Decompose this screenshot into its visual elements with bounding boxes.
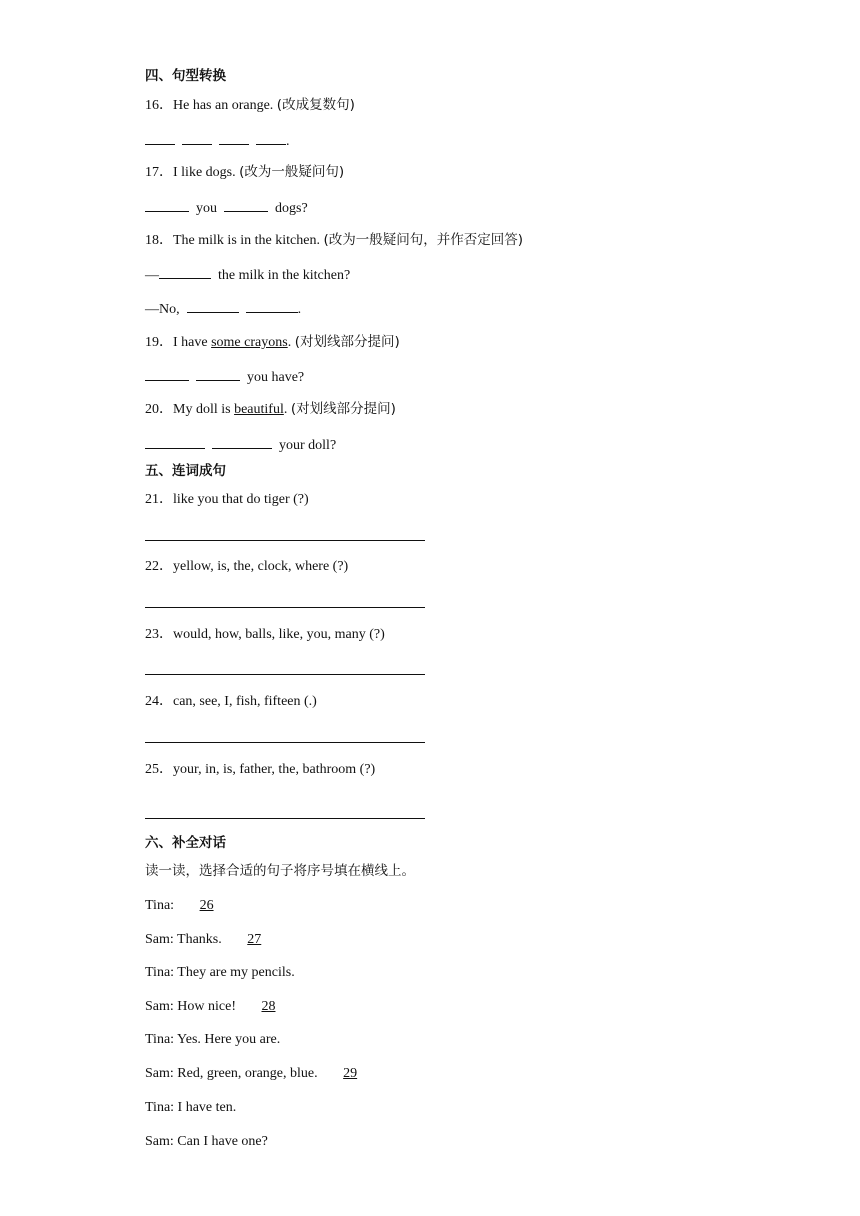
dialogue-line-5: Tina: Yes. Here you are. bbox=[145, 1032, 281, 1047]
question-number: 16． bbox=[145, 98, 173, 113]
question-hint: (对划线部分提问) bbox=[290, 401, 396, 417]
answer-blank[interactable] bbox=[256, 131, 286, 145]
answer-19 bbox=[145, 367, 304, 387]
question-24: 24．can, see, I, fish, fifteen (.) bbox=[145, 694, 317, 709]
question-hint: (改为一般疑问句，并作否定回答) bbox=[323, 232, 524, 248]
answer-blank[interactable] bbox=[145, 435, 205, 449]
answer-17 bbox=[145, 198, 308, 218]
question-text: I have bbox=[173, 335, 212, 350]
question-17 bbox=[145, 163, 344, 182]
answer-word: —No, bbox=[145, 302, 180, 317]
question-text: He has an orange. bbox=[173, 98, 277, 113]
answer-blank[interactable] bbox=[224, 198, 268, 212]
answer-blank[interactable] bbox=[145, 198, 189, 212]
question-text: I like dogs. bbox=[173, 165, 240, 180]
underlined-phrase: some crayons bbox=[211, 335, 288, 350]
question-number: 18． bbox=[145, 233, 173, 248]
answer-blank-29[interactable]: 29 bbox=[343, 1066, 358, 1081]
question-18 bbox=[145, 231, 523, 250]
question-number: 19． bbox=[145, 335, 173, 350]
answer-blank[interactable] bbox=[219, 131, 249, 145]
answer-line[interactable] bbox=[145, 540, 425, 541]
section-4-title: 四、句型转换 bbox=[145, 68, 226, 84]
dash: — bbox=[145, 268, 159, 283]
answer-line[interactable] bbox=[145, 742, 425, 743]
question-hint: (改为一般疑问句) bbox=[239, 164, 345, 180]
question-16 bbox=[145, 96, 355, 115]
question-22: 22．yellow, is, the, clock, where (?) bbox=[145, 559, 349, 574]
question-19 bbox=[145, 333, 400, 352]
answer-18-reply bbox=[145, 299, 301, 319]
question-text: . bbox=[283, 402, 291, 417]
question-20 bbox=[145, 400, 396, 419]
dialogue-line-2 bbox=[145, 931, 283, 949]
dialogue-line-3: Tina: They are my pencils. bbox=[145, 965, 295, 980]
answer-line[interactable] bbox=[145, 818, 425, 819]
answer-blank[interactable] bbox=[145, 367, 189, 381]
question-text: The milk is in the kitchen. bbox=[173, 233, 324, 248]
answer-blank[interactable] bbox=[187, 299, 239, 313]
answer-18-question bbox=[145, 265, 350, 285]
dialogue-text: Tina: bbox=[145, 898, 178, 913]
answer-word: dogs? bbox=[275, 201, 308, 216]
question-21: 21．like you that do tiger (?) bbox=[145, 492, 309, 507]
section-6-title: 六、补全对话 bbox=[145, 835, 226, 851]
dialogue-text: Sam: How nice! bbox=[145, 999, 240, 1014]
answer-blank[interactable] bbox=[145, 131, 175, 145]
dialogue-line-1 bbox=[145, 897, 236, 915]
question-hint: (改成复数句) bbox=[276, 97, 355, 113]
answer-word: your doll? bbox=[279, 438, 337, 453]
answer-blank-28[interactable]: 28 bbox=[261, 999, 276, 1014]
answer-blank[interactable] bbox=[159, 265, 211, 279]
answer-blank-27[interactable]: 27 bbox=[247, 932, 262, 947]
answer-line[interactable] bbox=[145, 607, 425, 608]
answer-word: you bbox=[196, 201, 217, 216]
question-text: . bbox=[287, 335, 295, 350]
question-number: 17． bbox=[145, 165, 173, 180]
answer-word: the milk in the kitchen? bbox=[218, 268, 351, 283]
dialogue-line-4 bbox=[145, 998, 297, 1016]
question-number: 20． bbox=[145, 402, 173, 417]
dialogue-line-8: Sam: Can I have one? bbox=[145, 1134, 268, 1149]
answer-blank-26[interactable]: 26 bbox=[199, 898, 214, 913]
answer-blank[interactable] bbox=[212, 435, 272, 449]
dialogue-line-7: Tina: I have ten. bbox=[145, 1100, 237, 1115]
answer-tail: . bbox=[286, 134, 290, 149]
answer-blank[interactable] bbox=[196, 367, 240, 381]
answer-word: you have? bbox=[247, 370, 305, 385]
section-5-title: 五、连词成句 bbox=[145, 463, 226, 479]
question-hint: (对划线部分提问) bbox=[294, 334, 400, 350]
answer-blank[interactable] bbox=[246, 299, 298, 313]
dialogue-text: Sam: Red, green, orange, blue. bbox=[145, 1066, 322, 1081]
question-text: My doll is bbox=[173, 402, 235, 417]
answer-line[interactable] bbox=[145, 674, 425, 675]
instruction-text: 读一读，选择合适的句子将序号填在横线上。 bbox=[145, 863, 415, 879]
answer-tail: . bbox=[297, 302, 302, 317]
dialogue-line-6 bbox=[145, 1065, 379, 1083]
question-23: 23．would, how, balls, like, you, many (?) bbox=[145, 627, 385, 642]
answer-20 bbox=[145, 435, 336, 455]
dialogue-text: Sam: Thanks. bbox=[145, 932, 226, 947]
underlined-phrase: beautiful bbox=[234, 402, 284, 417]
answer-16 bbox=[145, 131, 290, 151]
question-25: 25．your, in, is, father, the, bathroom (?) bbox=[145, 762, 376, 777]
answer-blank[interactable] bbox=[182, 131, 212, 145]
